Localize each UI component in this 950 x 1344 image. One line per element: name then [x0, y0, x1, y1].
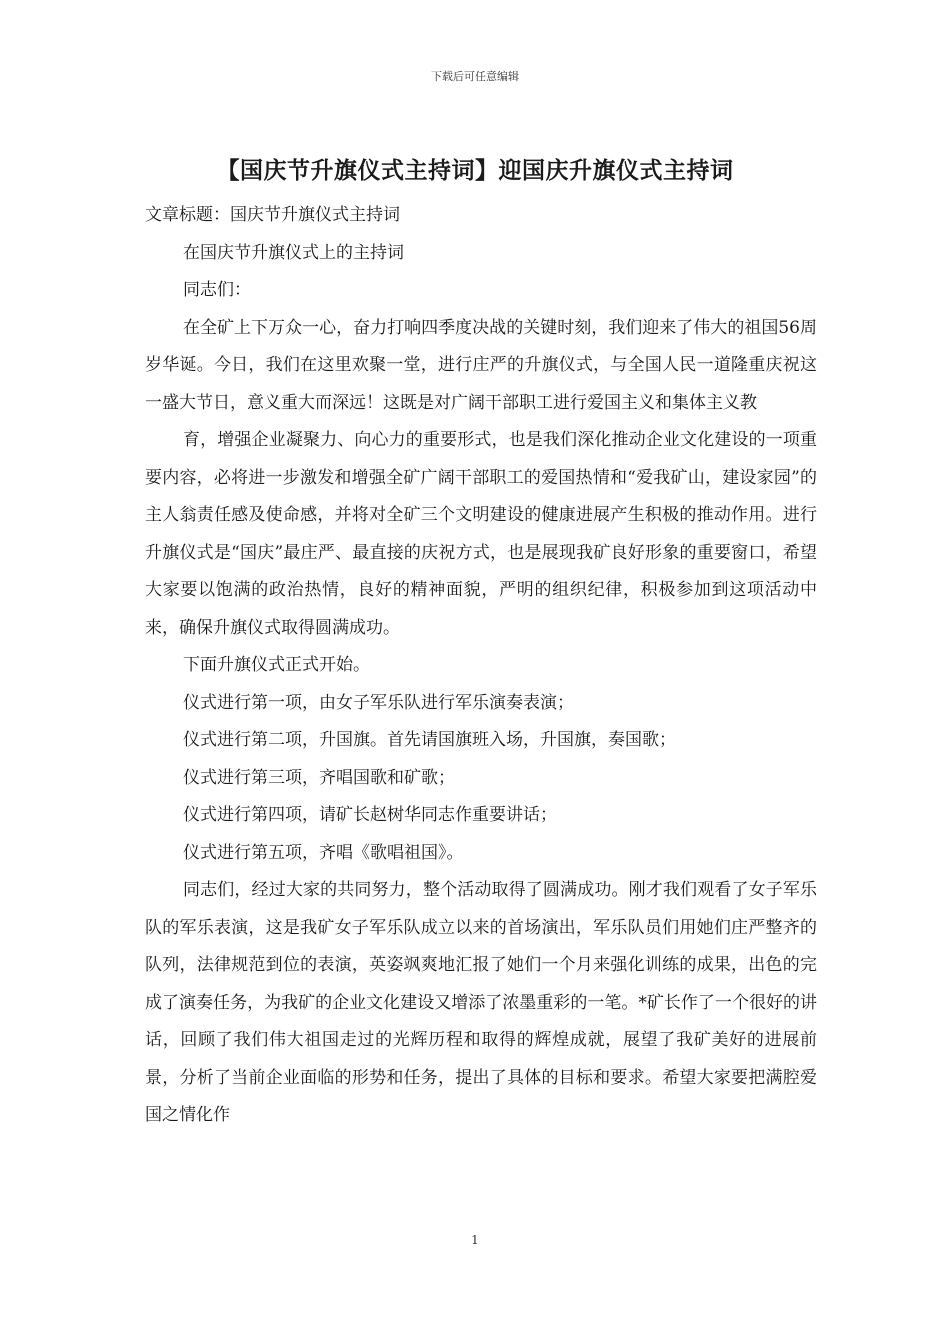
paragraph: 同志们：	[183, 280, 251, 300]
paragraph: 仪式进行第五项，齐唱《歌唱祖国》。	[183, 842, 464, 863]
paragraph: 仪式进行第三项，齐唱国歌和矿歌；	[183, 767, 455, 788]
page-number: 1	[471, 1233, 479, 1247]
paragraph: 仪式进行第二项，升国旗。首先请国旗班入场，升国旗，奏国歌；	[183, 730, 676, 750]
paragraph: 在全矿上下万众一心，奋力打响四季度决战的关键时刻，我们迎来了伟大的祖国56周岁华诞。今日，我们在这里欢聚一堂，进行庄严的升旗仪式，与全国人民一道隆重庆祝这一盛大节日，意义重大而深远！这既是对广阔干部职工进行爱国主义和集体主义教	[145, 317, 817, 413]
paragraph: 仪式进行第一项，由女子军乐队进行军乐演奏表演；	[183, 692, 574, 713]
article-title-line: 文章标题：国庆节升旗仪式主持词	[145, 205, 400, 225]
paragraph: 在国庆节升旗仪式上的主持词	[183, 242, 404, 263]
paragraph: 同志们，经过大家的共同努力，整个活动取得了圆满成功。刚才我们观看了女子军乐队的军乐表演，这是我矿女子军乐队成立以来的首场演出，军乐队员们用她们庄严整齐的队列，法律规范到位的表演，英姿飒爽地汇报了她们一个月来强化训练的成果，出色的完成了演奏任务，为我矿的企业文化建设又增添了浓墨重彩的一笔。*矿长作了一个很好的讲话，回顾了我们伟大祖国走过的光辉历程和取得的辉煌成就，展望了我矿美好的进展前景，分析了当前企业面临的形势和任务，提出了具体的目标和要求。希望大家要把满腔爱国之情化作	[145, 880, 817, 1125]
paragraph: 育，增强企业凝聚力、向心力的重要形式，也是我们深化推动企业文化建设的一项重要内容，必将进一步激发和增强全矿广阔干部职工的爱国热情和“爱我矿山，建设家园”的主人翁责任感及使命感，并将对全矿三个文明建设的健康进展产生积极的推动作用。进行升旗仪式是“国庆”最庄严、最直接的庆祝方式，也是展现我矿良好形象的重要窗口，希望大家要以饱满的政治热情，良好的精神面貌，严明的组织纪律，积极参加到这项活动中来，确保升旗仪式取得圆满成功。	[145, 430, 817, 638]
document-body	[145, 197, 817, 1135]
paragraph: 下面升旗仪式正式开始。	[183, 655, 370, 675]
document-title: 【国庆节升旗仪式主持词】迎国庆升旗仪式主持词	[216, 157, 734, 184]
paragraph: 仪式进行第四项，请矿长赵树华同志作重要讲话；	[183, 805, 557, 825]
header-note: 下载后可任意编辑	[431, 70, 519, 83]
